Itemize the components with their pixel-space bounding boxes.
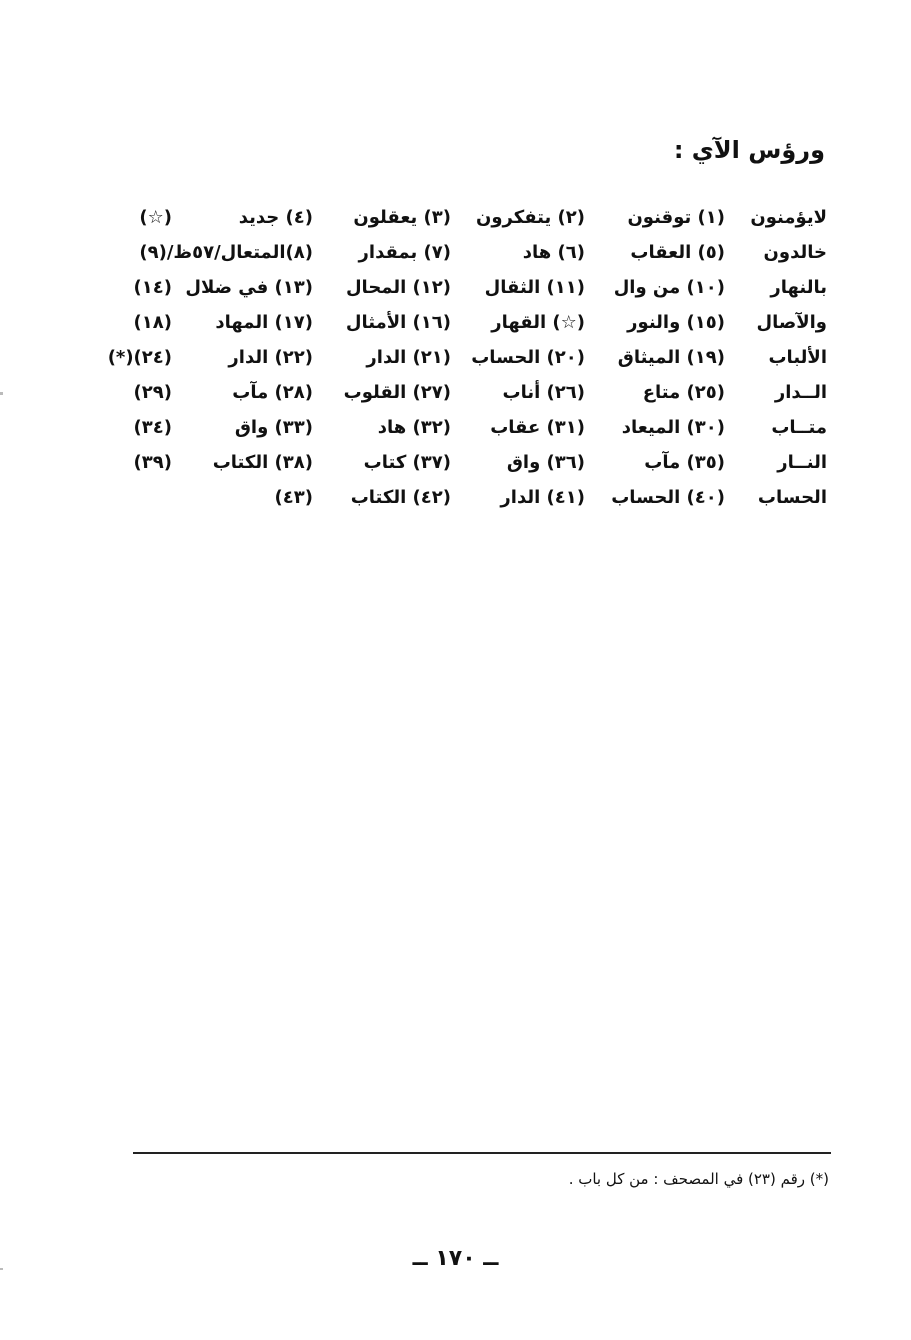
table-row [107,340,827,375]
table-row [127,270,827,305]
table-cell: (٣٧) كتاب [363,452,451,473]
table-cell: الألباب [768,347,827,368]
table-cell: (٤٢) الكتاب [350,487,451,508]
table-cell: (٣٨) الكتاب [212,452,313,473]
table-cell: (٢٢) الدار [228,347,313,368]
table-cell: (٢٧) القلوب [343,382,451,403]
table-cell: (١٢) المحال [345,277,451,298]
table-cell: (١) توقنون [627,207,725,228]
table-row [127,445,827,480]
table-cell: خالدون [763,242,827,263]
table-row [127,480,827,515]
table-cell: (١٨) [133,312,172,333]
page-number: ــ ١٧٠ ــ [412,1246,499,1271]
table-cell: (٤٣) [274,487,313,508]
table-cell: (١٦) الأمثال [345,312,451,333]
table-cell: (٢١) الدار [366,347,451,368]
footnote-divider [133,1152,831,1154]
table-cell: الحساب [757,487,827,508]
table-cell: (٣٠) الميعاد [621,417,725,438]
table-cell: (٤٠) الحساب [611,487,725,508]
table-cell: النــار [777,452,827,473]
table-row [127,200,827,235]
table-row [127,235,827,270]
table-cell: (١١) الثقال [484,277,585,298]
table-row [127,375,827,410]
table-cell: (٨)المتعال/٥٧ظ/(٩) [139,242,313,263]
table-cell: (١٣) في ضلال [185,277,313,298]
table-cell: (٦) هاد [522,242,585,263]
table-cell: (٣٦) واق [506,452,585,473]
table-cell: (٣١) عقاب [490,417,585,438]
table-cell: (٣٩) [133,452,172,473]
table-cell: (١٠) من وال [613,277,725,298]
table-cell: (٢٨) مآب [232,382,313,403]
table-cell: متــاب [771,417,827,438]
table-cell: (٢٠) الحساب [471,347,585,368]
table-row [127,410,827,445]
table-cell: (١٧) المهاد [215,312,313,333]
table-cell: (٢) يتفكرون [475,207,585,228]
table-cell: (٤) جديد [238,207,313,228]
scan-edge-mark [0,392,3,395]
table-cell: (١٩) الميثاق [617,347,725,368]
section-heading: ورؤس الآي : [673,136,825,164]
table-cell: (☆) [139,207,172,228]
table-cell: (١٤) [133,277,172,298]
table-row [127,305,827,340]
table-cell: (٤١) الدار [500,487,585,508]
table-cell: لايؤمنون [750,207,827,228]
table-cell: والآصال [756,312,827,333]
verse-endings-table [107,200,827,515]
table-cell: (٥) العقاب [630,242,725,263]
table-cell: بالنهار [770,277,827,298]
table-cell: (٧) بمقدار [358,242,451,263]
table-cell: (٣٤) [133,417,172,438]
scan-edge-mark [0,1268,3,1270]
table-cell: (٢٩) [133,382,172,403]
table-cell: (٢٤)(*) [107,347,172,368]
table-cell: (☆) القهار [491,312,585,333]
table-cell: (٣٣) واق [234,417,313,438]
table-cell: (٣٥) مآب [644,452,725,473]
table-cell: (٢٦) أناب [502,382,585,403]
footnote: (*) رقم (٢٣) في المصحف : من كل باب . [568,1170,829,1188]
table-cell: (٣) يعقلون [353,207,451,228]
table-cell: (٢٥) متاع [642,382,725,403]
table-cell: (١٥) والنور [627,312,725,333]
table-cell: الــدار [774,382,827,403]
table-cell: (٣٢) هاد [377,417,451,438]
